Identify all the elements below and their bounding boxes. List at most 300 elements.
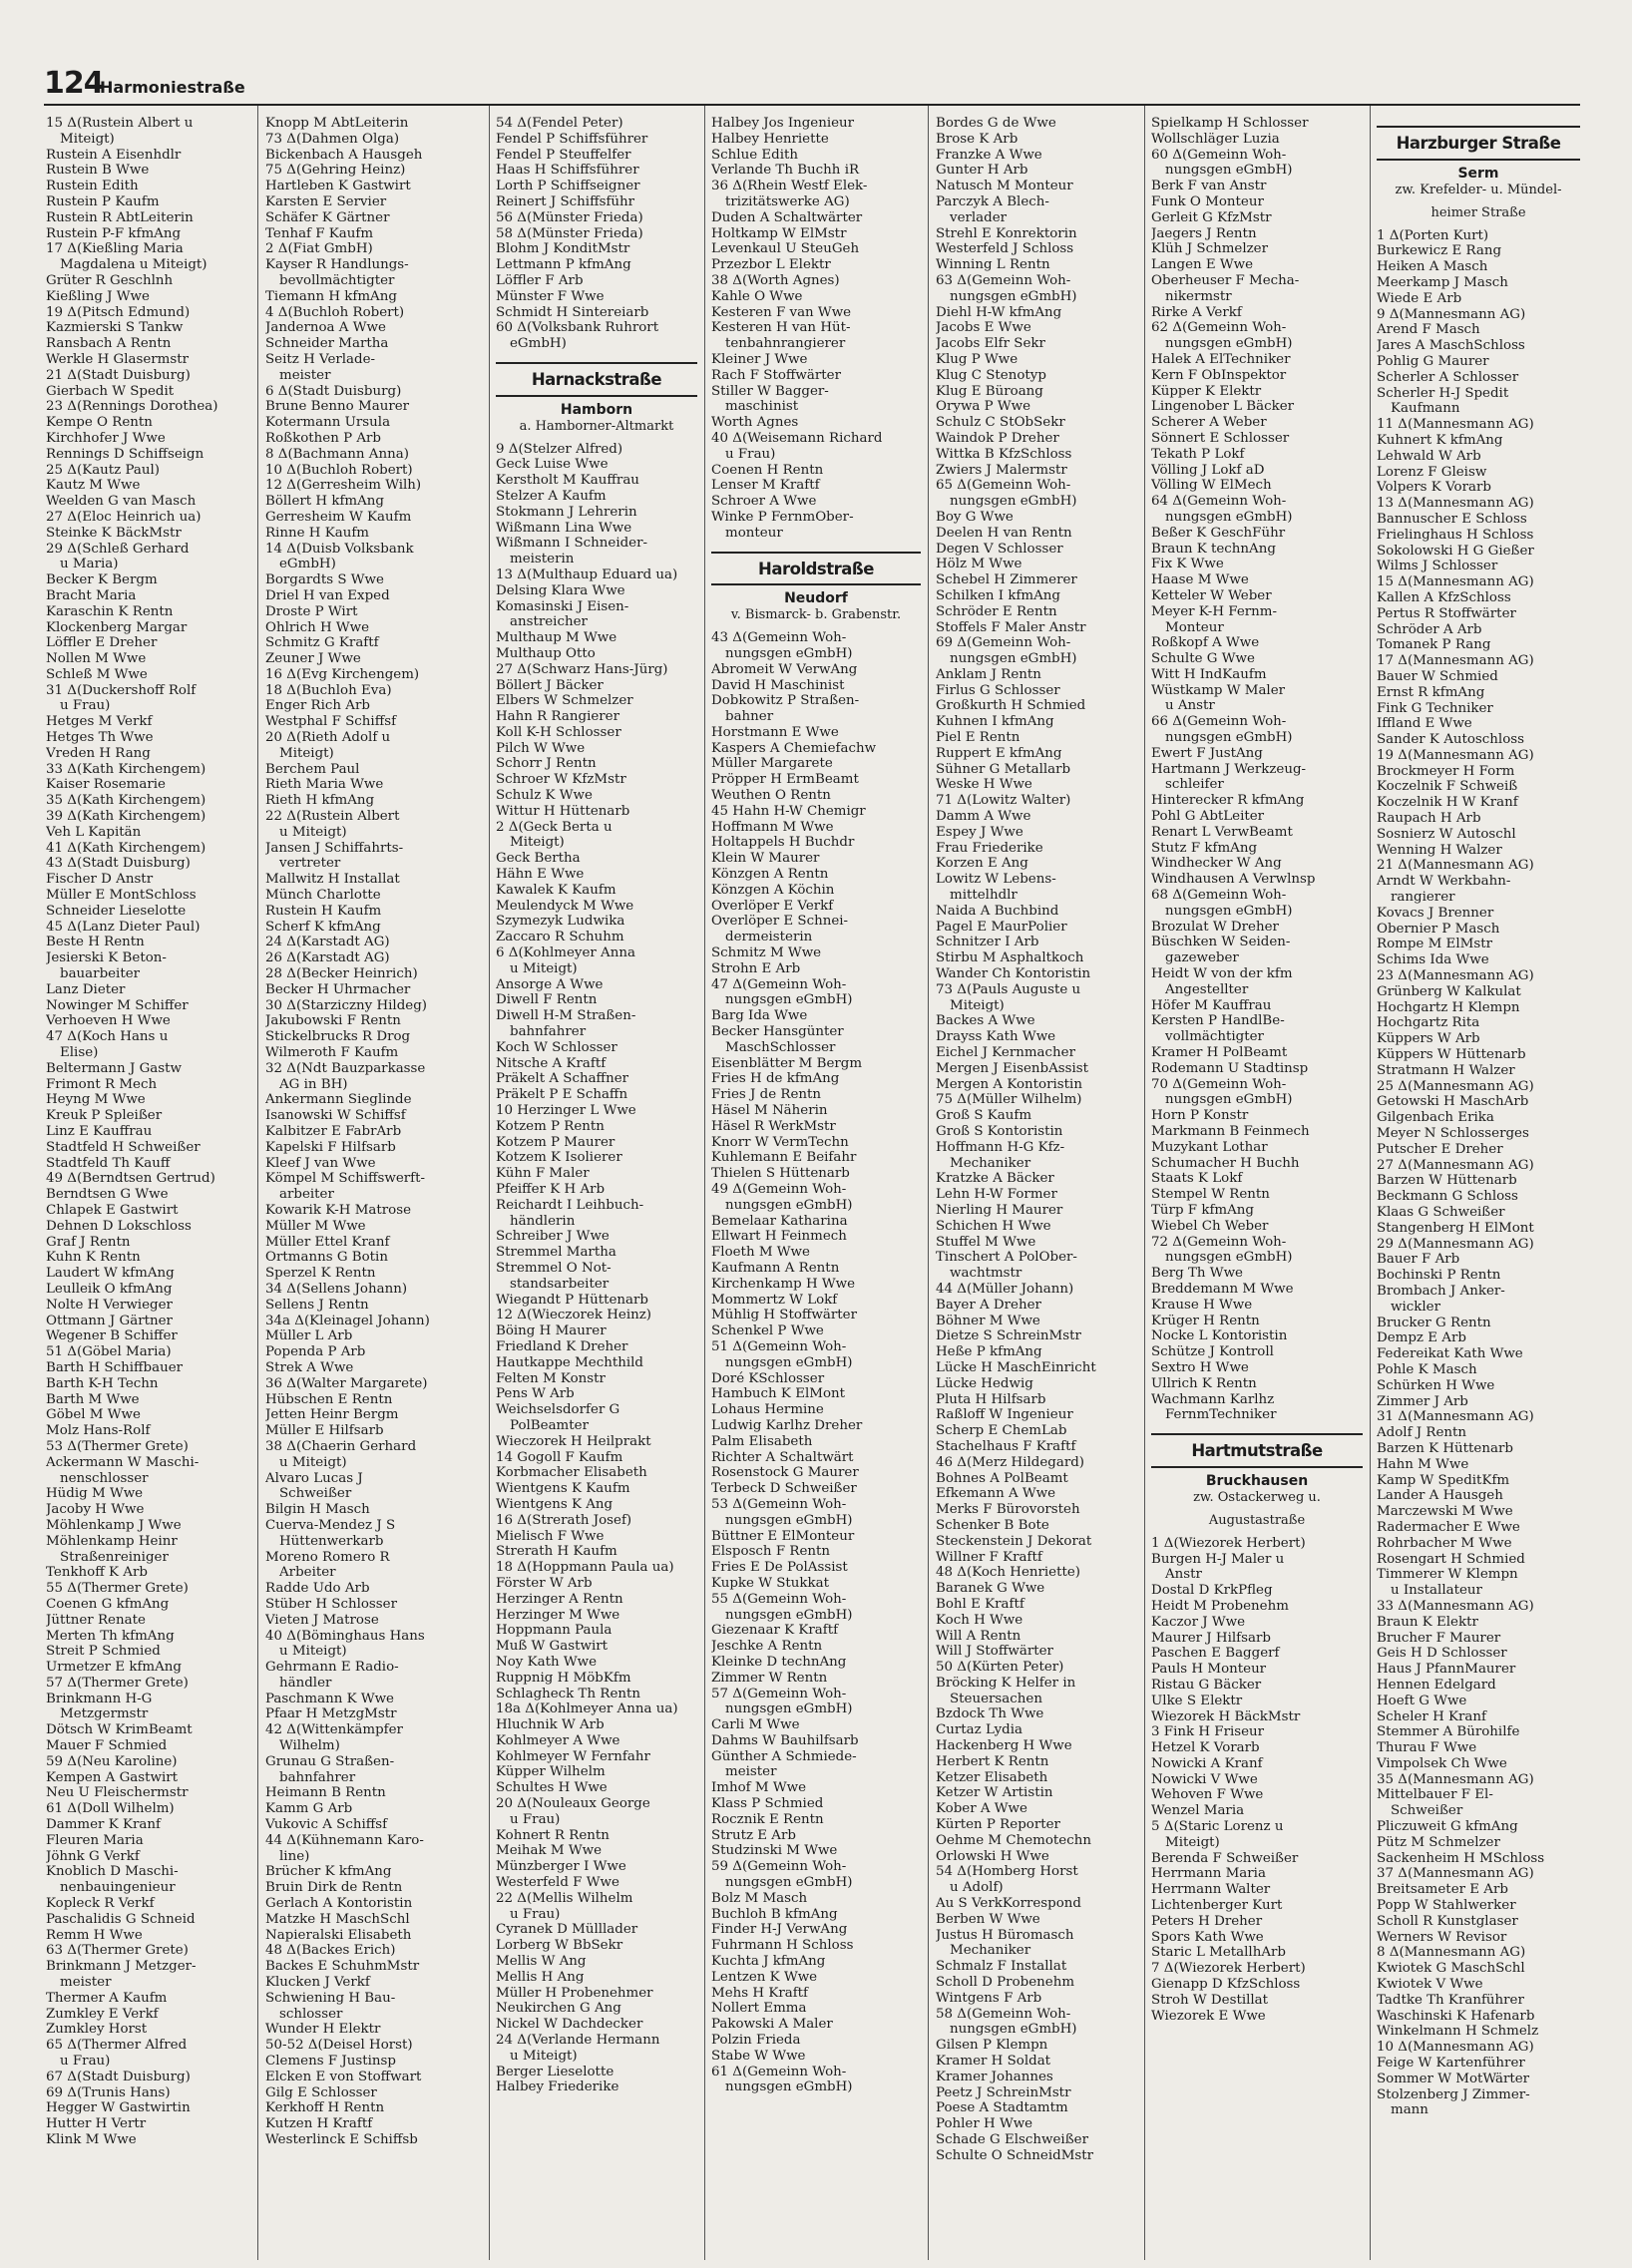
directory-entry: Klockenberg Margar <box>46 619 188 635</box>
directory-entry: Hübschen E Rentn <box>265 1391 393 1407</box>
directory-entry: Muzykant Lothar <box>1151 1139 1268 1155</box>
directory-entry: Kohlmeyer W Fernfahr <box>496 1748 650 1764</box>
directory-entry: Worth Agnes <box>711 415 799 431</box>
directory-entry: Kayser R Handlungs- <box>265 257 409 273</box>
directory-entry: Gilg E Schlosser <box>265 2084 377 2100</box>
directory-entry: 38 Δ(Chaerin Gerhard <box>265 1438 417 1454</box>
directory-entry: 63 Δ(Gemeinn Woh- <box>936 272 1071 288</box>
directory-entry: 61 Δ(Gemeinn Woh- <box>711 2064 847 2079</box>
directory-entry: Poese A Stadtamtm <box>936 2100 1068 2116</box>
directory-entry: Sperzel K Rentn <box>265 1266 376 1282</box>
directory-entry: Sommer W MotWärter <box>1377 2071 1530 2086</box>
entry-continuation: u Anstr <box>1165 698 1215 714</box>
directory-entry: 27 Δ(Eloc Heinrich ua) <box>46 509 202 525</box>
directory-entry: Przezbor L Elektr <box>711 257 831 273</box>
directory-entry: Kotermann Ursula <box>265 415 391 431</box>
entry-continuation: bahner <box>725 709 774 725</box>
entry-continuation: gazeweber <box>1165 950 1239 966</box>
directory-entry: 55 Δ(Gemeinn Woh- <box>711 1591 847 1607</box>
directory-entry: Meyer N Schlosserges <box>1377 1126 1529 1142</box>
directory-entry: Schneider Martha <box>265 336 389 352</box>
directory-entry: 21 Δ(Mannesmann AG) <box>1377 858 1534 874</box>
directory-entry: Grünberg W Kalkulat <box>1377 983 1521 999</box>
directory-entry: Rieth Maria Wwe <box>265 777 384 793</box>
directory-entry: Jetten Heinr Bergm <box>265 1407 399 1423</box>
directory-entry: Pfaar H MetzgMstr <box>265 1706 397 1722</box>
directory-entry: 29 Δ(Mannesmann AG) <box>1377 1236 1534 1252</box>
directory-entry: Langen E Wwe <box>1151 257 1254 273</box>
directory-entry: Tekath P Lokf <box>1151 446 1245 462</box>
directory-entry: 41 Δ(Kath Kirchengem) <box>46 840 206 856</box>
entry-continuation: u Frau) <box>60 2054 111 2070</box>
directory-entry: Pohle K Masch <box>1377 1361 1477 1377</box>
directory-entry: 17 Δ(Mannesmann AG) <box>1377 653 1534 669</box>
directory-entry: Scherler A Schlosser <box>1377 369 1519 385</box>
directory-entry: Becker H Uhrmacher <box>265 981 411 997</box>
directory-entry: Giezenaar K Kraftf <box>711 1623 839 1639</box>
directory-entry: Hetges Th Wwe <box>46 730 154 746</box>
directory-entry: Kramer Johannes <box>936 2069 1053 2084</box>
directory-entry: Lentzen K Wwe <box>711 1969 818 1985</box>
directory-entry: 1 Δ(Porten Kurt) <box>1377 227 1489 243</box>
directory-entry: Kallen A KfzSchloss <box>1377 589 1511 605</box>
directory-entry: Brune Benno Maurer <box>265 399 410 415</box>
directory-entry: Möhlenkamp Heinr <box>46 1533 178 1549</box>
directory-entry: Leulleik O kfmAng <box>46 1281 173 1297</box>
directory-entry: Karaschin K Rentn <box>46 603 174 619</box>
directory-entry: Wegener B Schiffer <box>46 1328 178 1344</box>
directory-entry: Wintgens F Arb <box>936 1990 1042 2006</box>
directory-entry: Bordes G de Wwe <box>936 116 1056 131</box>
directory-entry: Kühn F Maler <box>496 1166 590 1182</box>
directory-entry: Elbers W Schmelzer <box>496 693 633 709</box>
directory-entry: Fendel P Schiffsführer <box>496 131 648 147</box>
directory-entry: Felten M Konstr <box>496 1370 606 1386</box>
directory-entry: Münster F Wwe <box>496 288 605 304</box>
directory-entry: Laudert W kfmAng <box>46 1266 175 1282</box>
directory-entry: Brucker G Rentn <box>1377 1315 1491 1330</box>
directory-entry: Jakubowski F Rentn <box>265 1013 401 1029</box>
directory-entry: Reichardt I Leihbuch- <box>496 1197 644 1213</box>
directory-entry: Fries E De PolAssist <box>711 1560 848 1576</box>
directory-entry: Kober A Wwe <box>936 1801 1027 1817</box>
directory-entry: Herrmann Maria <box>1151 1866 1266 1882</box>
directory-entry: 20 Δ(Rieth Adolf u <box>265 730 391 746</box>
directory-entry: Feige W Kartenführer <box>1377 2056 1525 2072</box>
directory-entry: 22 Δ(Mellis Wilhelm <box>496 1890 633 1906</box>
directory-entry: Dempz E Arb <box>1377 1330 1466 1346</box>
directory-entry: Schlagheck Th Rentn <box>496 1686 641 1701</box>
directory-entry: 54 Δ(Fendel Peter) <box>496 116 623 131</box>
directory-entry: Sackenheim H MSchloss <box>1377 1850 1545 1866</box>
directory-entry: Kesteren F van Wwe <box>711 304 852 320</box>
directory-entry: Heiken A Masch <box>1377 259 1488 275</box>
directory-entry: Berben W Wwe <box>936 1911 1040 1927</box>
directory-entry: 73 Δ(Pauls Auguste u <box>936 981 1081 997</box>
directory-entry: Doré KSchlosser <box>711 1370 825 1386</box>
directory-entry: Strerath H Kaufm <box>496 1544 617 1560</box>
entry-continuation: u Miteigt) <box>510 960 578 976</box>
directory-entry: Brose K Arb <box>936 131 1019 147</box>
directory-entry: 65 Δ(Gemeinn Woh- <box>936 478 1071 494</box>
directory-entry: Hartleben K Gastwirt <box>265 179 411 194</box>
directory-entry: Halbey Jos Ingenieur <box>711 116 855 131</box>
directory-entry: Winkelmann H Schmelz <box>1377 2024 1539 2040</box>
directory-entry: Vimpolsek Ch Wwe <box>1377 1755 1507 1771</box>
directory-entry: Imhof M Wwe <box>711 1780 807 1796</box>
directory-entry: Schultes H Wwe <box>496 1780 608 1796</box>
directory-entry: Nocke L Kontoristin <box>1151 1328 1288 1344</box>
directory-entry: Halbey Friederike <box>496 2079 619 2095</box>
directory-entry: Beckmann G Schloss <box>1377 1189 1518 1205</box>
directory-entry: Marczewski M Wwe <box>1377 1504 1513 1520</box>
directory-entry: Brucher F Maurer <box>1377 1630 1501 1646</box>
directory-entry: Zumkley E Verkf <box>46 2006 159 2022</box>
directory-entry: Türp F kfmAng <box>1151 1202 1254 1218</box>
directory-entry: Brozulat W Dreher <box>1151 919 1279 935</box>
directory-entry: Münch Charlotte <box>265 888 381 904</box>
directory-entry: 47 Δ(Gemeinn Woh- <box>711 976 847 992</box>
directory-entry: Groß S Kaufm <box>936 1108 1032 1124</box>
directory-entry: Richter A Schaltwärt <box>711 1449 854 1465</box>
directory-entry: Beltermann J Gastw <box>46 1060 182 1076</box>
directory-entry: Jeschke A Rentn <box>711 1639 823 1655</box>
directory-entry: Jacobs Elfr Sekr <box>936 336 1045 352</box>
directory-entry: Wilms J Schlosser <box>1377 559 1498 574</box>
directory-entry: Brombach J Anker- <box>1377 1283 1505 1299</box>
directory-entry: Natusch M Monteur <box>936 179 1073 194</box>
directory-entry: Schleß M Wwe <box>46 666 148 682</box>
directory-entry: Herzinger A Rentn <box>496 1591 623 1607</box>
directory-entry: Hautkappe Mechthild <box>496 1354 643 1370</box>
directory-entry: Radde Udo Arb <box>265 1581 370 1597</box>
directory-entry: Enger Rich Arb <box>265 698 370 714</box>
directory-entry: Paschmann K Wwe <box>265 1691 394 1706</box>
entry-continuation: maschinist <box>725 399 799 415</box>
directory-entry: 51 Δ(Göbel Maria) <box>46 1344 172 1360</box>
directory-entry: Baranek G Wwe <box>936 1581 1045 1597</box>
directory-entry: Klaas G Schweißer <box>1377 1205 1505 1220</box>
directory-entry: Oehme M Chemotechn <box>936 1832 1091 1848</box>
directory-entry: Breitsameter E Arb <box>1377 1882 1508 1898</box>
column-divider <box>257 106 258 2260</box>
entry-continuation: meisterin <box>510 552 575 567</box>
directory-entry: Korzen E Ang <box>936 856 1028 872</box>
street-heading: Haroldstraße <box>711 552 921 586</box>
directory-entry: Scholl D Probenehm <box>936 1975 1075 1991</box>
directory-entry: Getowski H MaschArb <box>1377 1094 1529 1110</box>
directory-entry: Bauer W Schmied <box>1377 668 1498 684</box>
directory-entry: Mehs H Kraftf <box>711 1985 809 2001</box>
directory-entry: Bröcking K Helfer in <box>936 1675 1076 1691</box>
entry-continuation: trizitätswerke AG) <box>725 193 850 209</box>
directory-entry: Stroh W Destillat <box>1151 1992 1269 2008</box>
directory-entry: 45 Δ(Lanz Dieter Paul) <box>46 919 201 935</box>
directory-entry: Wilmeroth F Kaufm <box>265 1045 399 1061</box>
directory-entry: 34a Δ(Kleinagel Johann) <box>265 1313 430 1328</box>
directory-entry: Stuffel M Wwe <box>936 1234 1036 1250</box>
directory-entry: Lorenz F Gleisw <box>1377 464 1487 480</box>
directory-entry: Horstmann E Wwe <box>711 724 839 740</box>
entry-continuation: monteur <box>725 525 783 541</box>
directory-entry: 75 Δ(Müller Wilhelm) <box>936 1092 1082 1108</box>
directory-entry: Fink G Techniker <box>1377 700 1493 716</box>
directory-entry: 10 Δ(Buchloh Robert) <box>265 462 413 478</box>
directory-entry: Pohler H Wwe <box>936 2116 1033 2132</box>
directory-entry: Brockmeyer H Form <box>1377 763 1515 779</box>
directory-entry: Raupach H Arb <box>1377 811 1481 827</box>
directory-entry: Naida A Buchbind <box>936 903 1059 919</box>
directory-entry: Kern F ObInspektor <box>1151 367 1287 383</box>
directory-entry: Kleiner J Wwe <box>711 351 808 367</box>
directory-entry: Kaspers A Chemiefachw <box>711 740 877 756</box>
directory-entry: Ankermann Sieglinde <box>265 1092 412 1108</box>
entry-continuation: Hüttenwerkarb <box>279 1533 384 1549</box>
directory-entry: Damm A Wwe <box>936 809 1031 825</box>
directory-entry: 18 Δ(Buchloh Eva) <box>265 682 392 698</box>
directory-entry: Hinterecker R kfmAng <box>1151 793 1305 809</box>
directory-entry: Studzinski M Wwe <box>711 1843 838 1859</box>
directory-entry: Tadtke Th Kranführer <box>1377 1992 1524 2008</box>
directory-entry: Beste H Rentn <box>46 935 145 950</box>
directory-entry: Friedland K Dreher <box>496 1338 628 1354</box>
directory-entry: Abromeit W VerwAng <box>711 661 858 677</box>
directory-entry: Diwell H-M Straßen- <box>496 1008 636 1024</box>
column-3 <box>496 116 697 2260</box>
directory-entry: Bzdock Th Wwe <box>936 1706 1044 1722</box>
directory-entry: Völling W ElMech <box>1151 478 1272 494</box>
directory-entry: 29 Δ(Schleß Gerhard <box>46 541 190 557</box>
directory-entry: Wiede E Arb <box>1377 290 1462 306</box>
directory-entry: Böllert H kfmAng <box>265 494 384 510</box>
directory-entry: 73 Δ(Dahmen Olga) <box>265 131 400 147</box>
directory-entry: 71 Δ(Lowitz Walter) <box>936 793 1071 809</box>
directory-entry: 48 Δ(Backes Erich) <box>265 1943 396 1959</box>
directory-entry: 19 Δ(Pitsch Edmund) <box>46 304 191 320</box>
directory-entry: Firlus G Schlosser <box>936 682 1060 698</box>
directory-entry: Ketzer W Artistin <box>936 1785 1053 1801</box>
directory-entry: Bemelaar Katharina <box>711 1213 848 1229</box>
column-4 <box>711 116 921 2260</box>
directory-entry: Fuhrmann H Schloss <box>711 1938 854 1954</box>
directory-entry: 53 Δ(Thermer Grete) <box>46 1438 189 1454</box>
directory-entry: Bilgin H Masch <box>265 1502 370 1518</box>
directory-entry: Barg Ida Wwe <box>711 1008 808 1024</box>
entry-continuation: nungsgen eGmbH) <box>1165 1250 1293 1266</box>
directory-entry: Eisenblätter M Bergm <box>711 1055 863 1071</box>
directory-entry: Häsel R WerkMstr <box>711 1118 836 1134</box>
directory-entry: 33 Δ(Mannesmann AG) <box>1377 1598 1534 1614</box>
directory-entry: 6 Δ(Kohlmeyer Anna <box>496 945 635 961</box>
directory-entry: Schulz C StObSekr <box>936 415 1065 431</box>
directory-entry: Schenker B Bote <box>936 1517 1049 1533</box>
directory-entry: Tomanek P Rang <box>1377 637 1491 653</box>
directory-entry: Funk O Monteur <box>1151 193 1264 209</box>
entry-continuation: u Installateur <box>1391 1583 1482 1599</box>
directory-entry: Müller L Arb <box>265 1328 353 1344</box>
directory-entry: Horn P Konstr <box>1151 1108 1249 1124</box>
directory-entry: Rohrbacher M Wwe <box>1377 1535 1512 1551</box>
directory-entry: Herbert K Rentn <box>936 1753 1049 1769</box>
directory-entry: Kuchta J kfmAng <box>711 1954 826 1970</box>
directory-entry: 38 Δ(Worth Agnes) <box>711 272 840 288</box>
directory-entry: 57 Δ(Thermer Grete) <box>46 1675 189 1691</box>
directory-entry: Kaufmann A Rentn <box>711 1260 840 1276</box>
directory-entry: 23 Δ(Rennings Dorothea) <box>46 399 218 415</box>
directory-entry: Rustein H Kaufm <box>265 903 382 919</box>
directory-entry: Kempen A Gastwirt <box>46 1769 179 1785</box>
directory-entry: Windhecker W Ang <box>1151 856 1282 872</box>
directory-entry: Schwiening H Bau- <box>265 1990 396 2006</box>
directory-entry: 16 Δ(Evg Kirchengem) <box>265 666 420 682</box>
directory-entry: Piel E Rentn <box>936 730 1020 746</box>
directory-entry: Breddemann M Wwe <box>1151 1281 1294 1297</box>
directory-entry: Hambuch K ElMont <box>711 1386 846 1402</box>
entry-continuation: vertreter <box>279 856 341 872</box>
directory-entry: Justus H Büromasch <box>936 1927 1074 1943</box>
directory-entry: Dammer K Kranf <box>46 1817 161 1833</box>
entry-continuation: nungsgen eGmbH) <box>950 494 1077 510</box>
directory-entry: 45 Hahn H-W Chemigr <box>711 803 866 819</box>
directory-entry: Urmetzer E kfmAng <box>46 1660 182 1676</box>
street-heading: Harzburger Straße <box>1377 126 1580 161</box>
directory-entry: Cyranek D Mülllader <box>496 1922 638 1938</box>
directory-entry: Wenning H Walzer <box>1377 842 1502 858</box>
directory-entry: 4 Δ(Buchloh Robert) <box>265 304 405 320</box>
directory-entry: Palm Elisabeth <box>711 1433 813 1449</box>
entry-continuation: schleifer <box>1165 777 1224 793</box>
directory-entry: Dehnen D Lokschloss <box>46 1218 192 1234</box>
directory-entry: Hetges M Verkf <box>46 714 153 730</box>
directory-entry: 9 Δ(Mannesmann AG) <box>1377 306 1526 322</box>
entry-continuation: nungsgen eGmbH) <box>725 1875 853 1891</box>
directory-entry: Lücke H MaschEinricht <box>936 1359 1096 1375</box>
entry-continuation: u Frau) <box>60 698 111 714</box>
directory-entry: Stelzer A Kaufm <box>496 488 607 504</box>
directory-entry: Ackermann W Maschi- <box>46 1454 200 1470</box>
directory-entry: Koczelnik F Schweiß <box>1377 779 1518 795</box>
directory-entry: 68 Δ(Gemeinn Woh- <box>1151 888 1287 904</box>
directory-entry: 47 Δ(Koch Hans u <box>46 1029 169 1045</box>
entry-continuation: nungsgen eGmbH) <box>1165 1092 1293 1108</box>
entry-continuation: nungsgen eGmbH) <box>725 992 853 1008</box>
directory-entry: Kerkhoff H Rentn <box>265 2100 385 2116</box>
directory-entry: Gehrmann E Radio- <box>265 1660 399 1676</box>
directory-entry: Stirbu M Asphaltkoch <box>936 950 1084 966</box>
directory-entry: Will J Stoffwärter <box>936 1644 1053 1660</box>
directory-entry: Ottmann J Gärtner <box>46 1313 173 1328</box>
directory-entry: Haase M Wwe <box>1151 572 1249 588</box>
directory-entry: 18 Δ(Hoppmann Paula ua) <box>496 1560 674 1576</box>
directory-entry: Bruin Dirk de Rentn <box>265 1880 403 1896</box>
directory-entry: 20 Δ(Nouleaux George <box>496 1796 650 1812</box>
directory-entry: Dietze S SchreinMstr <box>936 1328 1081 1344</box>
directory-entry: Meerkamp J Masch <box>1377 274 1508 290</box>
directory-entry: Kersten P HandlBe- <box>1151 1013 1285 1029</box>
entry-continuation: Metzgermstr <box>60 1706 149 1722</box>
directory-entry: 34 Δ(Sellens Johann) <box>265 1281 408 1297</box>
directory-entry: Waschinski K Hafenarb <box>1377 2008 1535 2024</box>
directory-entry: Rustein A Eisenhdlr <box>46 147 182 163</box>
directory-entry: Ketteler W Weber <box>1151 587 1272 603</box>
directory-entry: Curtaz Lydia <box>936 1722 1023 1738</box>
directory-entry: Kotzem P Rentn <box>496 1118 605 1134</box>
directory-entry: Zeuner J Wwe <box>265 651 361 667</box>
directory-entry: Jacobs E Wwe <box>936 320 1031 336</box>
directory-entry: Mergen A Kontoristin <box>936 1076 1082 1092</box>
entry-continuation: Wilhelm) <box>279 1738 340 1754</box>
directory-entry: Komasinski J Eisen- <box>496 598 629 614</box>
directory-entry: Terbeck D Schweißer <box>711 1481 857 1497</box>
directory-entry: 13 Δ(Multhaup Eduard ua) <box>496 567 678 582</box>
directory-entry: Schmitz G Kraftf <box>265 635 379 651</box>
directory-entry: Kopleck R Verkf <box>46 1896 155 1912</box>
directory-entry: Maurer J Hilfsarb <box>1151 1630 1271 1646</box>
directory-entry: Ketzer Elisabeth <box>936 1769 1048 1785</box>
directory-entry: 28 Δ(Becker Heinrich) <box>265 966 418 982</box>
entry-continuation: schlosser <box>279 2006 343 2022</box>
street-heading: Harnackstraße <box>496 362 697 397</box>
directory-entry: Backes A Wwe <box>936 1013 1035 1029</box>
directory-entry: Günther A Schmiede- <box>711 1748 857 1764</box>
directory-entry: Volpers K Vorarb <box>1377 480 1491 496</box>
directory-entry: Ruppnig H MöbKfm <box>496 1670 631 1686</box>
directory-entry: Herzinger M Wwe <box>496 1607 620 1623</box>
directory-entry: Westphal F Schiffsf <box>265 714 397 730</box>
directory-entry: Schröder E Rentn <box>936 603 1057 619</box>
directory-entry: Adolf J Rentn <box>1377 1425 1467 1441</box>
directory-entry: Nowicki A Kranf <box>1151 1755 1263 1771</box>
directory-entry: 19 Δ(Mannesmann AG) <box>1377 747 1534 763</box>
entry-continuation: nungsgen eGmbH) <box>1165 730 1293 746</box>
directory-entry: Kovacs J Brenner <box>1377 905 1494 921</box>
directory-entry: Efkemann A Wwe <box>936 1486 1056 1502</box>
directory-entry: Nitsche A Kraftf <box>496 1055 607 1071</box>
directory-entry: Haus J PfannMaurer <box>1377 1662 1516 1678</box>
directory-entry: Kaczor J Wwe <box>1151 1614 1246 1630</box>
entry-continuation: FernmTechniker <box>1165 1407 1277 1423</box>
directory-entry: Obernier P Masch <box>1377 921 1500 937</box>
directory-entry: 35 Δ(Mannesmann AG) <box>1377 1771 1534 1787</box>
directory-entry: Tinschert A PolOber- <box>936 1250 1077 1266</box>
directory-entry: Kapelski F Hilfsarb <box>265 1139 396 1155</box>
directory-entry: Heimann B Rentn <box>265 1785 386 1801</box>
directory-entry: Weske H Wwe <box>936 777 1032 793</box>
entry-continuation: Steuersachen <box>950 1691 1042 1706</box>
directory-entry: Mommertz W Lokf <box>711 1292 838 1308</box>
directory-entry: Pohlig G Maurer <box>1377 353 1489 369</box>
directory-entry: Wiezorek E Wwe <box>1151 2008 1266 2024</box>
directory-entry: Stadtfeld Th Kauff <box>46 1155 171 1171</box>
directory-entry: Ansorge A Wwe <box>496 976 604 992</box>
directory-entry: Kwiotek V Wwe <box>1377 1977 1483 1993</box>
directory-entry: Ludwig Karlhz Dreher <box>711 1417 863 1433</box>
directory-entry: Schütze J Kontroll <box>1151 1344 1274 1360</box>
directory-entry: Halbey Henriette <box>711 131 829 147</box>
entry-continuation: Miteigt) <box>950 997 1005 1013</box>
directory-entry: Reinert J Schiffsführ <box>496 193 635 209</box>
entry-continuation: nungsgen eGmbH) <box>725 645 853 661</box>
directory-entry: 16 Δ(Strerath Josef) <box>496 1512 632 1528</box>
directory-entry: Gerleit G KfzMstr <box>1151 209 1272 225</box>
directory-entry: Hochgartz Rita <box>1377 1015 1480 1031</box>
directory-entry: 46 Δ(Merz Hildegard) <box>936 1454 1085 1470</box>
directory-entry: Präkelt P E Schaffn <box>496 1087 628 1103</box>
directory-entry: Schumacher H Buchh <box>1151 1155 1300 1171</box>
directory-entry: Bolz M Masch <box>711 1890 808 1906</box>
directory-entry: Stutz F kfmAng <box>1151 840 1258 856</box>
directory-entry: 13 Δ(Mannesmann AG) <box>1377 496 1534 512</box>
